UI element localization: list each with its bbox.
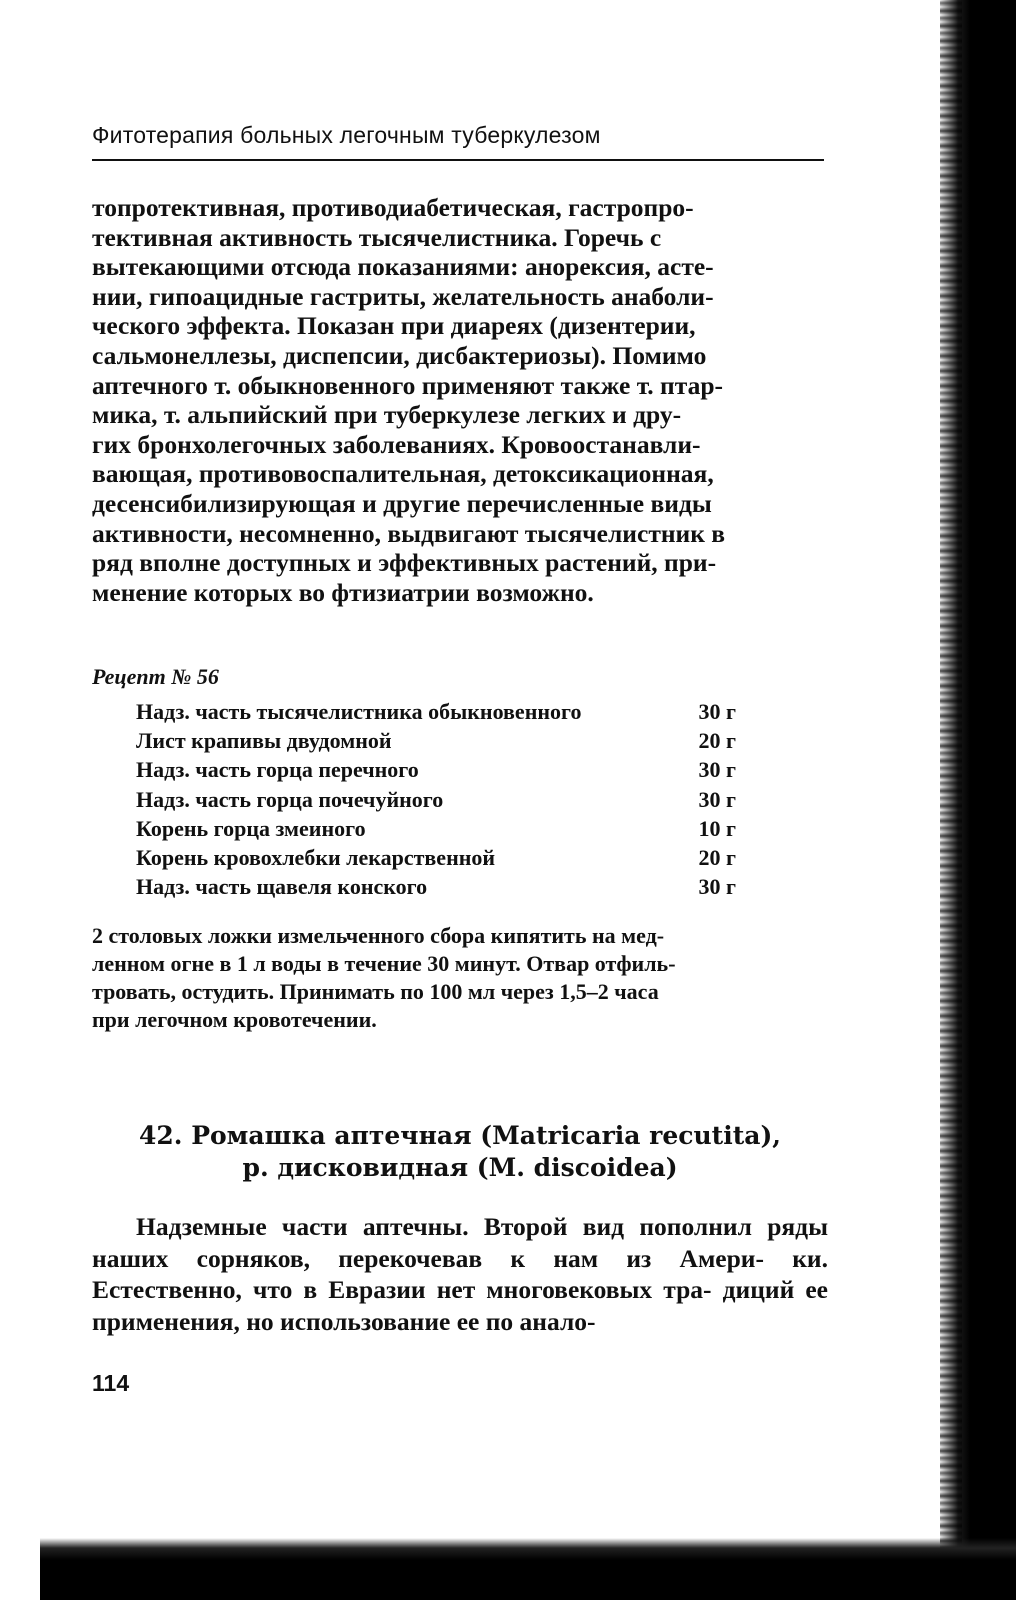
section-line: диций ее применения, но использование ее по анало-: [92, 1275, 828, 1336]
scan-edge-bottom: [40, 1538, 1016, 1600]
ingredient-amount: 20 г: [698, 728, 736, 754]
ingredient-name: Корень горца змеиного: [136, 815, 366, 841]
ingredient-name: Надз. часть горца почечуйного: [136, 786, 444, 812]
section-paragraph: [92, 1211, 828, 1337]
body-line: аптечного т. обыкновенного применяют также т. птар-: [92, 370, 724, 400]
section-heading-line: р. дисковидная (M. discoidea): [242, 1153, 678, 1182]
ingredient-row: [136, 843, 736, 872]
instruction-line: 2 столовых ложки измельченного сбора кипятить на мед-: [92, 923, 665, 948]
ingredient-amount: 30 г: [698, 874, 736, 900]
section-line: Надземные части аптечны. Второй вид пополнил: [136, 1212, 752, 1241]
body-line: нии, гипоацидные гастриты, желательность анаболи-: [92, 281, 714, 311]
section-heading: [92, 1120, 828, 1184]
ingredient-row: [136, 726, 736, 755]
running-head: Фитотерапия больных легочным туберкулезом: [92, 122, 601, 148]
ingredient-amount: 10 г: [698, 815, 736, 841]
section-line: ряды наших сорняков, перекочевав к нам из Амери-: [92, 1212, 828, 1273]
section-heading-line: 42. Ромашка аптечная (Matricaria recutita),: [139, 1121, 781, 1150]
ingredient-row: [136, 755, 736, 784]
ingredient-amount: 20 г: [698, 845, 736, 871]
ingredient-name: Надз. часть щавеля конского: [136, 874, 428, 900]
recipe-instructions: [92, 922, 828, 1034]
ingredient-name: Надз. часть тысячелистника обыкновенного: [136, 699, 582, 724]
section-line: ки. Естественно, что в Евразии нет многовековых тра-: [92, 1243, 828, 1304]
ingredient-amount: 30 г: [698, 757, 736, 783]
recipe-ingredients-table: [136, 697, 736, 901]
body-line: гих бронхолегочных заболеваниях. Кровоостанавли-: [92, 429, 701, 459]
scan-edge-right: [940, 0, 1016, 1600]
body-line: вающая, противовоспалительная, детоксикационная,: [92, 459, 714, 489]
header-rule: [92, 159, 824, 161]
body-line: топротективная, противодиабетическая, гастропро-: [92, 193, 694, 222]
instruction-line: тровать, остудить. Принимать по 100 мл через 1,5–2 часа: [92, 979, 659, 1004]
ingredient-name: Лист крапивы двудомной: [136, 728, 392, 754]
page-number: 114: [92, 1370, 130, 1396]
ingredient-amount: 30 г: [698, 786, 736, 812]
ingredient-row: [136, 814, 736, 843]
ingredient-row: [136, 785, 736, 814]
instruction-line: ленном огне в 1 л воды в течение 30 минут. Отвар отфиль-: [92, 951, 676, 976]
body-line: ческого эффекта. Показан при диареях (дизентерии,: [92, 311, 696, 341]
body-line: активности, несомненно, выдвигают тысячелистник в: [92, 518, 726, 548]
ingredient-row: [136, 697, 736, 726]
instruction-line: при легочном кровотечении.: [92, 1007, 377, 1032]
ingredient-name: Надз. часть горца перечного: [136, 757, 419, 783]
ingredient-amount: 30 г: [698, 699, 736, 724]
body-line: вытекающими отсюда показаниями: анорексия, асте-: [92, 252, 714, 282]
body-line: сальмонеллезы, диспепсии, дисбактериозы). Помимо: [92, 340, 707, 370]
ingredient-name: Корень кровохлебки лекарственной: [136, 845, 496, 871]
body-line: тективная активность тысячелистника. Горечь с: [92, 222, 662, 252]
body-line: ряд вполне доступных и эффективных растений, при-: [92, 548, 717, 578]
ingredient-row: [136, 872, 736, 901]
body-line: десенсибилизирующая и другие перечисленные виды: [92, 488, 712, 518]
body-paragraph: [92, 193, 828, 607]
body-line: менение которых во фтизиатрии возможно.: [92, 577, 594, 607]
recipe-title: Рецепт № 56: [92, 664, 219, 689]
body-line: мика, т. альпийский при туберкулезе легких и дру-: [92, 400, 682, 430]
